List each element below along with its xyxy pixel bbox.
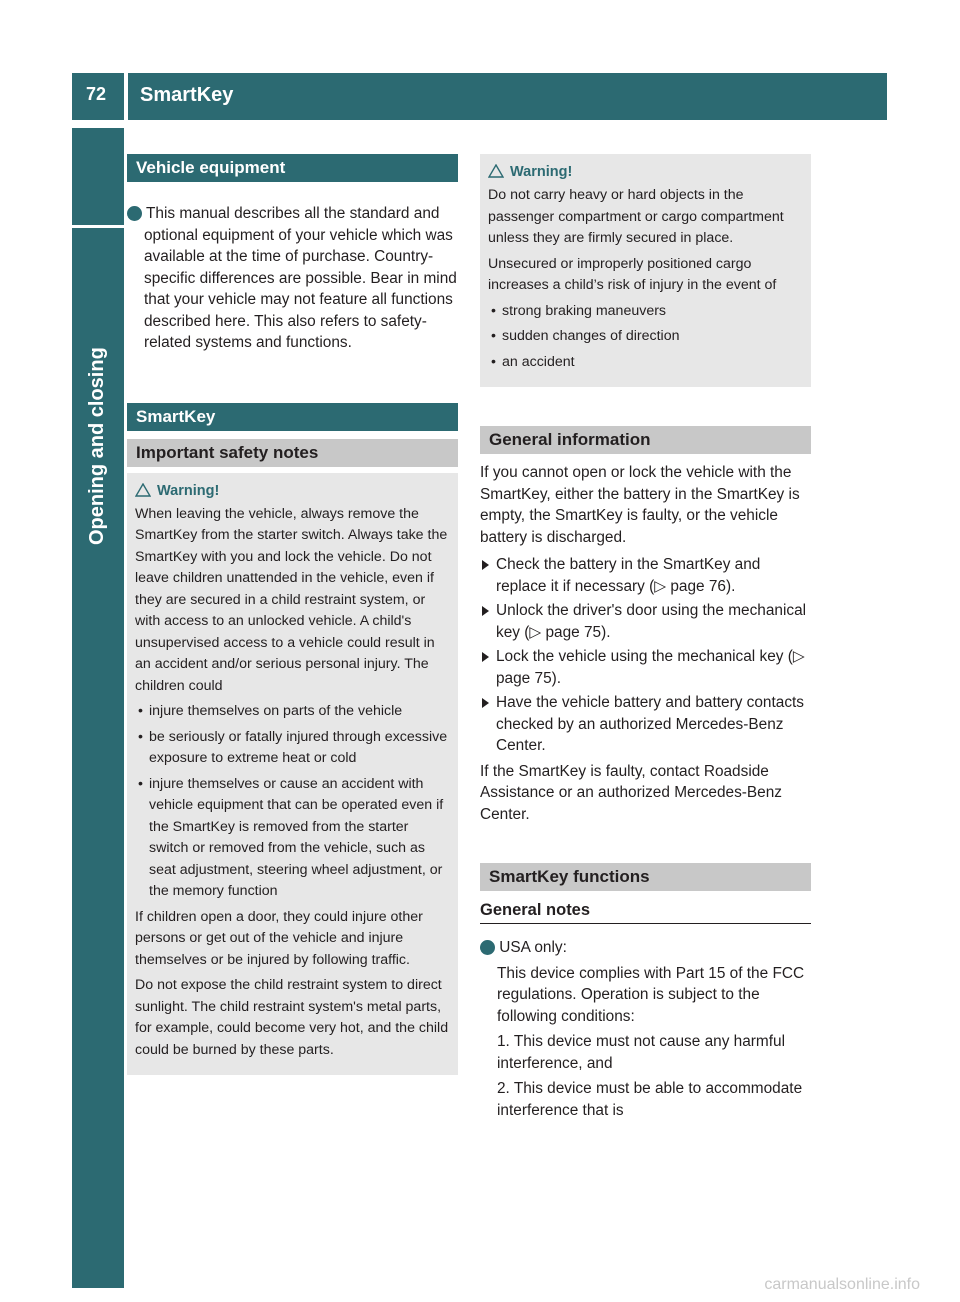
- general-info-steps: [480, 554, 811, 757]
- header-bar: [128, 73, 887, 120]
- step-item: Unlock the driver's door using the mechanical key (▷ page 75).: [480, 600, 811, 643]
- list-item: • injure themselves on parts of the vehicle: [135, 701, 451, 723]
- step-item: Check the battery in the SmartKey and replace it if necessary (▷ page 76).: [480, 554, 811, 597]
- vehicle-equipment-text: This manual describes all the standard and optional equipment of your vehicle which was available at the time of purchase. Country-specific differences are possible. Bear in mind that your vehicle may not feature all functions described here. This also refers to safety-related systems and functions.: [144, 205, 457, 351]
- page-title: SmartKey: [140, 84, 234, 106]
- step-item: Have the vehicle battery and battery contacts checked by an authorized Mercedes-Benz Center.: [480, 692, 811, 757]
- warning-title: Warning!: [488, 164, 804, 180]
- list-item: • injure themselves or cause an accident with vehicle equipment that can be operated even if the SmartKey is removed from the starter switch or removed from the vehicle, such as seat adjustment, steering wheel adjustment, or the memory function: [135, 774, 451, 903]
- section-heading-general-information: General information: [480, 426, 811, 454]
- right-column: [476, 154, 811, 1121]
- section-heading-smartkey: SmartKey: [127, 403, 458, 431]
- warning-paragraph: If children open a door, they could injure other persons or get out of the vehicle and injure themselves or be injured by following traffic.: [135, 908, 423, 968]
- condition-2: 2. This device must be able to accommodate interference that is: [497, 1080, 803, 1119]
- usa-info-note: [476, 937, 811, 959]
- section-heading-vehicle-equipment: Vehicle equipment: [127, 154, 458, 182]
- side-tab: [72, 128, 124, 1288]
- warning-paragraph: When leaving the vehicle, always remove the SmartKey from the starter switch. Always take the SmartKey with you and lock the vehicle. Do not leave children unattended in the vehicle, even if they are secured in a child restraint system, or with access to an unlocked vehicle. A child's unsupervised access to a vehicle could result in an accident and/or serious personal injury. The children could: [135, 505, 448, 694]
- section-heading-smartkey-functions: SmartKey functions: [480, 863, 811, 891]
- warning-paragraph: Do not carry heavy or hard objects in the passenger compartment or cargo compartment unless they are firmly secured in place.: [488, 187, 784, 246]
- subheading-general-notes: General notes: [480, 901, 811, 924]
- warning-triangle-icon: [135, 483, 151, 497]
- warning-triangle-icon: [488, 164, 504, 178]
- list-item: • strong braking maneuvers: [488, 301, 804, 323]
- warning-bullet-list: [488, 301, 804, 374]
- warning-title: Warning!: [135, 483, 451, 499]
- section-heading-safety-notes: Important safety notes: [127, 439, 458, 467]
- usa-info-text: This device complies with Part 15 of the FCC regulations. Operation is subject to the following conditions:: [497, 964, 805, 1025]
- side-tab-label: Opening and closing: [86, 347, 108, 545]
- page-number: 72: [86, 84, 107, 104]
- footer-watermark: carmanualsonline.info: [764, 1276, 920, 1293]
- general-info-outro: If the SmartKey is faulty, contact Roadside Assistance or an authorized Mercedes-Benz Center.: [480, 762, 782, 823]
- list-item: • be seriously or fatally injured through excessive exposure to extreme heat or cold: [135, 727, 451, 770]
- warning-box-children: [127, 473, 458, 1076]
- list-item: • an accident: [488, 352, 804, 374]
- warning-paragraph: Do not expose the child restraint system to direct sunlight. The child restraint system's metal parts, for example, could become very hot, and the child could be burned by these parts.: [135, 977, 449, 1058]
- side-tab-divider: [72, 225, 124, 228]
- page-number-box: [72, 73, 124, 120]
- step-item: Lock the vehicle using the mechanical key (▷ page 75).: [480, 646, 811, 689]
- vehicle-equipment-note: [123, 203, 458, 354]
- list-item: • sudden changes of direction: [488, 326, 804, 348]
- condition-1: 1. This device must not cause any harmful interference, and: [497, 1033, 786, 1072]
- warning-paragraph: Unsecured or improperly positioned cargo increases a child’s risk of injury in the event of: [488, 255, 777, 293]
- usa-info-title: USA only:: [499, 939, 567, 956]
- general-info-intro: If you cannot open or lock the vehicle with the SmartKey, either the battery in the SmartKey is empty, the SmartKey is faulty, or the vehicle battery is discharged.: [480, 464, 800, 546]
- info-icon: i: [480, 940, 495, 955]
- warning-box-cargo: [480, 154, 811, 387]
- info-icon: i: [127, 206, 142, 221]
- warning-bullet-list: [135, 701, 451, 903]
- left-column: [123, 154, 458, 1075]
